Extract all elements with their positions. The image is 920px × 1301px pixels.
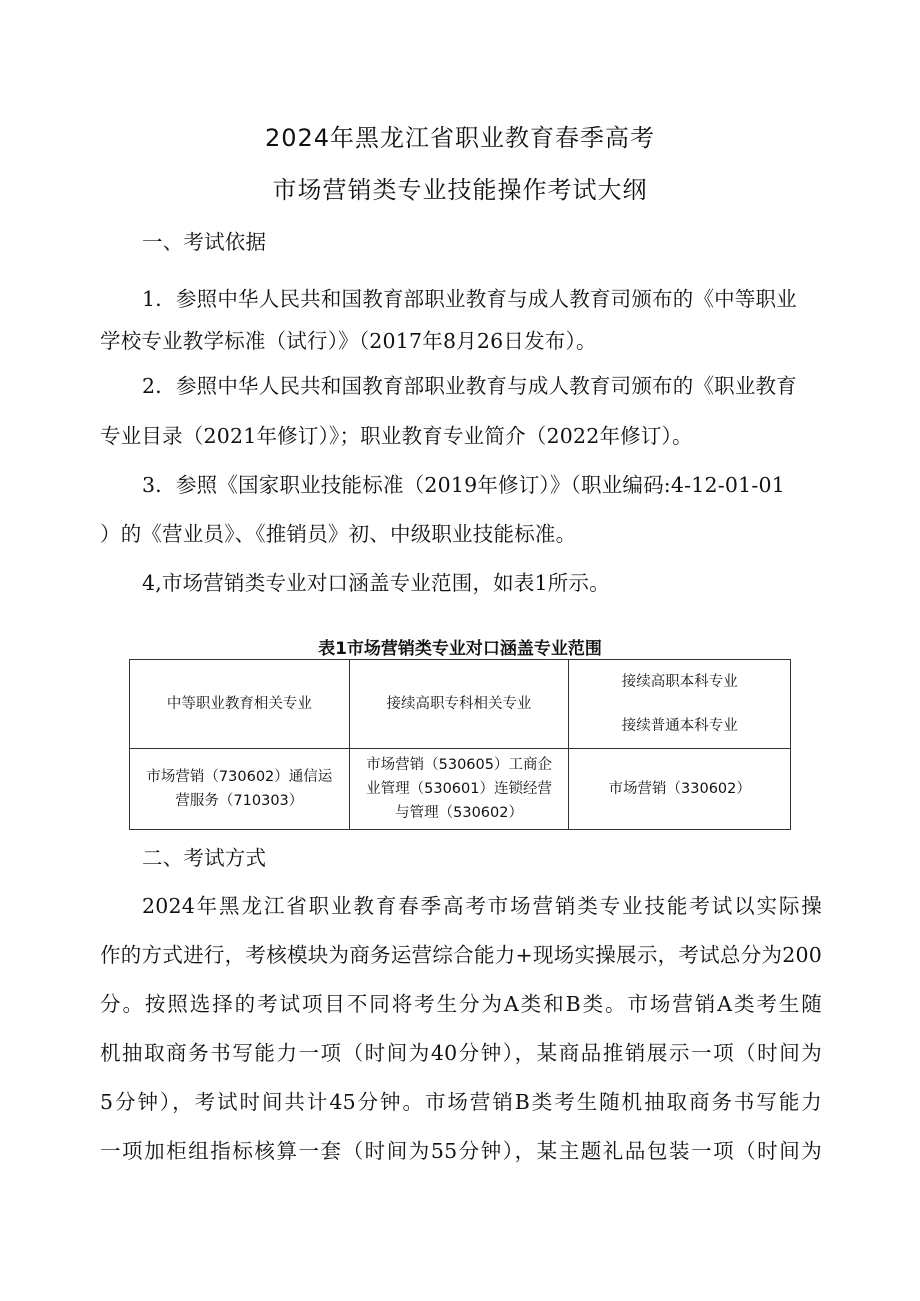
- item1-line1: 1．参照中华人民共和国教育部职业教育与成人教育司颁布的《中等职业: [142, 287, 797, 311]
- table-caption: 表1市场营销类专业对口涵盖专业范围: [318, 639, 602, 659]
- item3-line2: ）的《营业员》、《推销员》初、中级职业技能标准。: [100, 522, 577, 546]
- row1-col2: [349, 749, 569, 830]
- header-secondary-vocational: 中等职业教育相关专业: [130, 660, 350, 749]
- row1-col3: 市场营销（330602）: [569, 749, 791, 830]
- item2-line2: 专业目录（2021年修订）》；职业教育专业简介（2022年修订）。: [100, 424, 693, 448]
- para-line-6: 一项加柜组指标核算一套（时间为55分钟），某主题礼品包装一项（时间为: [100, 1139, 822, 1163]
- document-title-line2: 市场营销类专业技能操作考试大纲: [272, 176, 648, 204]
- header-regular-undergraduate: 接续普通本科专业: [621, 718, 738, 734]
- para-line-5: 5分钟），考试时间共计45分钟。市场营销B类考生随机抽取商务书写能力: [100, 1090, 822, 1114]
- row1-col2-line-c: 与管理（530602）: [395, 805, 523, 821]
- document-title-line1: 2024年黑龙江省职业教育春季高考: [264, 124, 656, 152]
- row1-col1-line-b: 营服务（710303）: [175, 793, 304, 809]
- header-vocational-undergraduate: 接续高职本科专业: [621, 674, 738, 690]
- row1-col2-line-a: 市场营销（530605）工商企: [366, 757, 552, 773]
- para-line-2: 作的方式进行，考核模块为商务运营综合能力+现场实操展示，考试总分为200: [100, 943, 822, 967]
- section1-heading: 一、考试依据: [142, 230, 267, 254]
- item3-line1: 3．参照《国家职业技能标准（2019年修订）》（职业编码:4-12-01-01: [142, 473, 785, 497]
- para-line-3: 分。按照选择的考试项目不同将考生分为A类和B类。市场营销A类考生随: [100, 992, 822, 1016]
- table-row: [130, 749, 791, 830]
- header-undergraduate-cell: [569, 660, 791, 749]
- item2-line1: 2．参照中华人民共和国教育部职业教育与成人教育司颁布的《职业教育: [142, 374, 797, 398]
- header-higher-vocational-college: 接续高职专科相关专业: [349, 660, 569, 749]
- row1-col1-line-a: 市场营销（730602）通信运: [146, 769, 333, 785]
- para-line-4: 机抽取商务书写能力一项（时间为40分钟），某商品推销展示一项（时间为: [100, 1041, 822, 1065]
- row1-col2-line-b: 业管理（530601）连锁经营: [366, 781, 552, 797]
- para-line-1: 2024年黑龙江省职业教育春季高考市场营销类专业技能考试以实际操: [142, 894, 822, 918]
- header-spacer: [575, 694, 784, 714]
- major-range-table: [129, 659, 791, 830]
- row1-col1: [130, 749, 350, 830]
- item1-line2: 学校专业教学标准（试行）》（2017年8月26日发布）。: [100, 329, 597, 353]
- section2-heading: 二、考试方式: [142, 846, 267, 870]
- item4-line1: 4,市场营销类专业对口涵盖专业范围，如表1所示。: [142, 571, 610, 595]
- table-header-row: [130, 660, 791, 749]
